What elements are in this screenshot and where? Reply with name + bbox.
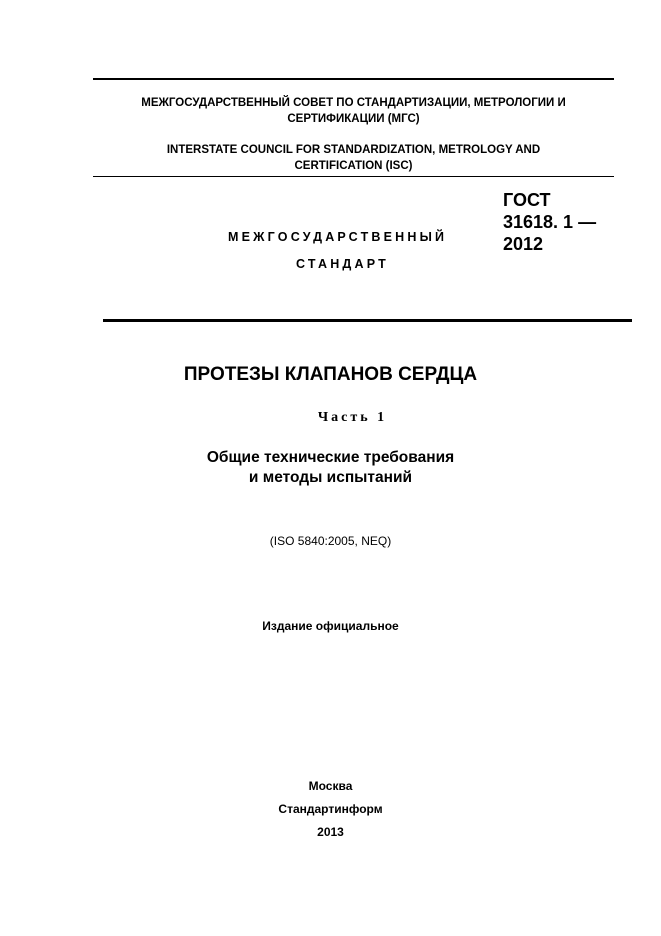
top-divider: [93, 78, 614, 80]
document-subtitle-line2: и методы испытаний: [248, 469, 413, 486]
document-subtitle-line1: Общие технические требования: [206, 449, 455, 466]
gost-designation-line2: 31618. 1 —: [503, 212, 597, 232]
publisher-name: Стандартинформ: [278, 802, 383, 816]
council-ru-line1: МЕЖГОСУДАРСТВЕННЫЙ СОВЕТ ПО СТАНДАРТИЗАЦИИ, МЕТРОЛОГИИ И: [141, 97, 566, 109]
document-title: ПРОТЕЗЫ КЛАПАНОВ СЕРДЦА: [183, 364, 478, 385]
standard-type-line1: МЕЖГОСУДАРСТВЕННЫЙ: [228, 230, 448, 244]
standard-type-line2: СТАНДАРТ: [296, 257, 389, 271]
iso-reference: (ISO 5840:2005, NEQ): [269, 534, 392, 548]
publisher-city: Москва: [308, 779, 353, 793]
middle-divider: [93, 176, 614, 177]
council-en-line1: INTERSTATE COUNCIL FOR STANDARDIZATION, METROLOGY AND: [166, 144, 541, 156]
publication-year: 2013: [317, 825, 344, 839]
council-en-line2: CERTIFICATION (ISC): [294, 160, 413, 172]
council-ru-line2: СЕРТИФИКАЦИИ (МГС): [287, 113, 420, 125]
council-name-en: [93, 142, 614, 174]
document-part: Часть 1: [317, 410, 388, 425]
gost-designation: [503, 189, 633, 255]
edition-label: Издание официальное: [262, 619, 399, 633]
gost-designation-line1: ГОСТ: [503, 190, 551, 210]
document-subtitle: [0, 448, 661, 488]
bottom-divider: [103, 319, 632, 322]
council-name-ru: [93, 95, 614, 127]
gost-designation-line3: 2012: [503, 234, 544, 254]
